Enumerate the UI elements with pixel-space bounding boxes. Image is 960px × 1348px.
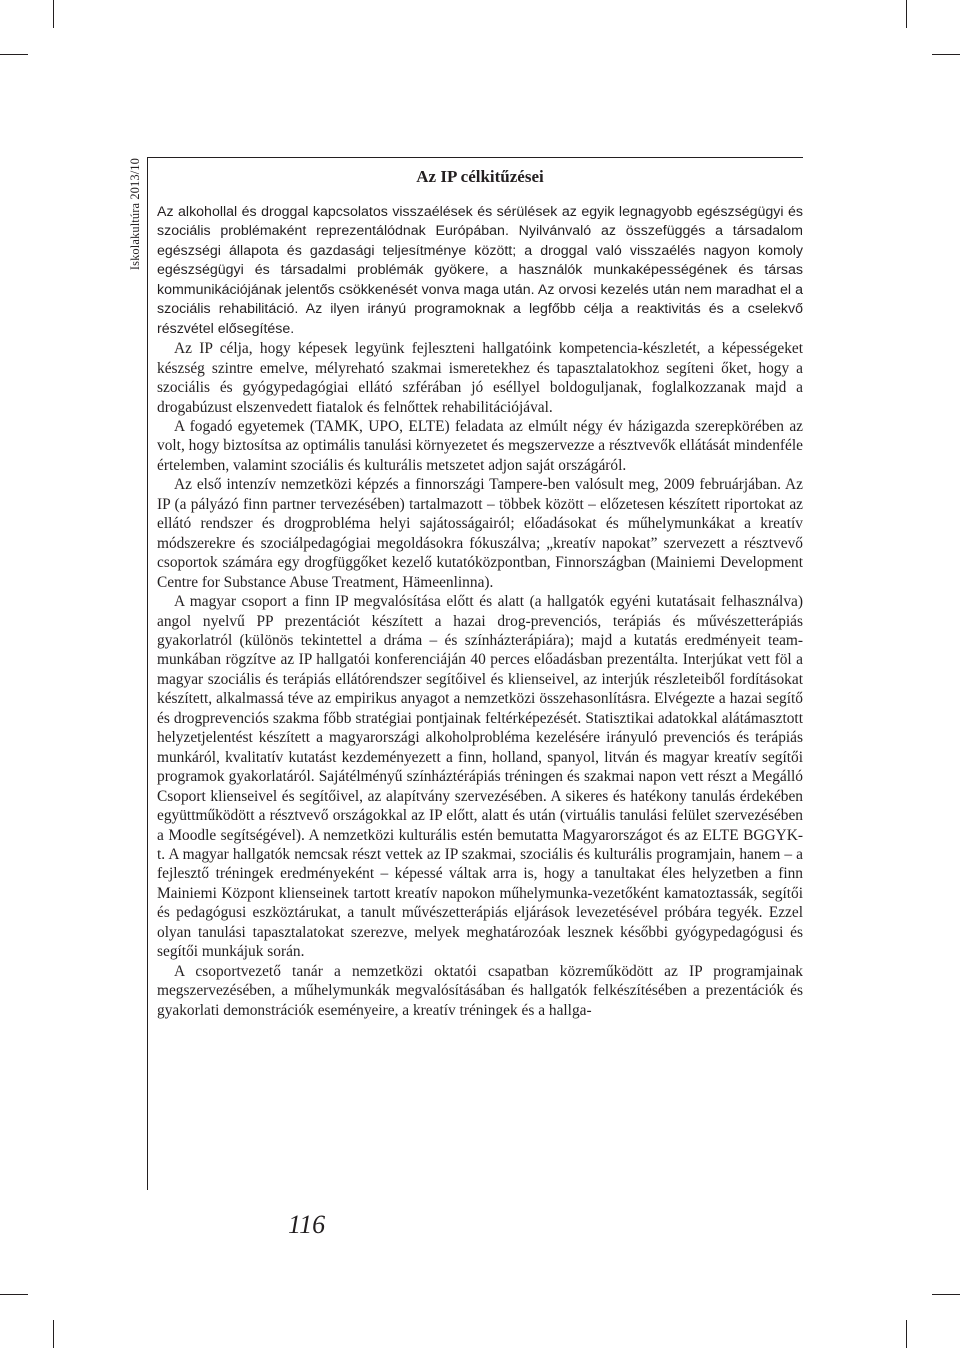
crop-mark-left-top: [0, 54, 28, 55]
crop-mark-bottom-right: [906, 1320, 907, 1348]
paragraph-2: Az IP célja, hogy képesek legyünk fejleszteni hallgatóink kompetencia-készletét, a képességeket készség szintre emelve, mélyreható szakmai ismeretekhez és tapasztalatokhoz segíteni őket, hogy a szociális és gyógypedagógiai ellátó szférában jó eséllyel boldoguljanak, foglalkozzanak majd a drogabúzust elszenvedett fiatalok és felnőttek rehabilitációjával.: [157, 340, 803, 416]
article-body: [157, 166, 803, 1020]
crop-mark-left-bottom: [0, 1294, 28, 1295]
journal-side-label-text: Iskolakultúra 2013/10: [128, 158, 142, 271]
paragraph-4: Az első intenzív nemzetközi képzés a finnországi Tampere-ben valósult meg, 2009 februárjában. Az IP (a pályázó finn partner tervezésében) tartalmazott – többek között – előzetesen készített riportokat az ellátó rendszer és drogprobléma helyi sajátosságairól; előadásokat és műhelymunkákat a kreatív módszerekre és szociálpedagógiai megoldásokra fókuszálva; „kreatív napokat” szervezett a résztvevő csoportok számára egy drogfüggőket kezelő kutatóközpontban, Finnországban (Mainiemi Development Centre for Substance Abuse Treatment, Hämeenlinna).: [157, 476, 803, 591]
crop-mark-right-bottom: [932, 1294, 960, 1295]
paragraph-1: Az alkohollal és droggal kapcsolatos visszaélések és sérülések az egyik legnagyobb egészségügyi és szociális problémaként reprezentálódnak Európában. Nyilvánvaló az összefüggés a társadalom egészségi állapota és gazdasági teljesítménye között; a droggal való visszaélés nagyon komoly egészségügyi és társadalmi problémák gyökere, a használók munkaképességének és társas kommunikációjának jelentős csökkenését vonva maga után. Az orvosi kezelés után nem maradhat el a szociális rehabilitáció. Az ilyen irányú programoknak a legfőbb célja a reaktivitás és a cselekvő részvétel elősegítése.: [157, 204, 803, 337]
page-number: 116: [288, 1210, 326, 1239]
journal-side-label: [124, 158, 146, 298]
crop-mark-bottom-left: [53, 1320, 54, 1348]
paragraph-5: A magyar csoport a finn IP megvalósítása előtt és alatt (a hallgatók egyéni kutatásait felhasználva) angol nyelvű PP prezentációt készített a hazai drog-prevenciós, terápiás és művészetterápiás gyakorlatról (különös tekintettel a dráma – és színházterápiára); majd a kutatás eredményeit team-munkában rögzítve az IP hallgatói konferenciáján 40 perces előadásban prezentálta. Interjúkat vett föl a magyar szociális és terápiás ellátórendszer segítőivel és klienseivel, az interjúk részleteiből fordításokat készített, alkalmassá téve az empirikus anyagot a nemzetközi összehasonlításra. Elvégezte a hazai segítő és drogprevenciós szakma főbb stratégiai pontjainak feltérképezését. Statisztikai adatokkal alátámasztott helyzetjelentést készített a magyarországi alkoholprobléma kezelésére irányuló prevenciós és terápiás munkáról, kvalitatív kutatást kezdeményezett a finn, holland, spanyol, litván és magyar kreatív segítői programok gyakorlatáról. Sajátélményű színháztérápiás tréningen és szakmai napon vett részt a Megálló Csoport klienseivel és segítőivel, az alapítvány szervezésében. A sikeres és hatékony tanulás érdekében együttműködött a résztvevő országokkal az IP előtt, alatt és után (virtuális tanulási felület szervezésében a Moodle segítségével). A nemzetközi kulturális estén bemutatta Magyarországot és az ELTE BGGYK-t. A magyar hallgatók nemcsak részt vettek az IP szakmai, szociális és kulturális programjain, hanem – a fejlesztő tréningek eredményeként – képessé váltak arra is, hogy a tanultakat éles helyzetben a finn Mainiemi Központ klienseinek tartott kreatív napokon műhelymunka-vezetőként kamatoztassák, segítői és pedagógusi eszköztárukat, a tanult művészetterápiás eljárások levezetésével próbára tegyék. Ezzel olyan tanulási tapasztalatokat szerezve, melyek meghatározóak lesznek későbbi gyógypedagógusi és segítői munkájuk során.: [157, 593, 803, 961]
crop-mark-right-top: [932, 54, 960, 55]
crop-mark-top-left: [53, 0, 54, 28]
section-title: Az IP célkitűzései: [416, 167, 544, 186]
paragraph-3: A fogadó egyetemek (TAMK, UPO, ELTE) feladata az elmúlt négy év házigazda szerepkörében az volt, hogy biztosítsa az optimális tanulási környezetet és megszervezze a résztvevők ellátását mindenféle értelemben, valamint szociális és kulturális metszetet adjon saját országáról.: [157, 417, 803, 474]
crop-mark-top-right: [906, 0, 907, 28]
frame-top-rule: [148, 157, 803, 158]
paragraph-6: A csoportvezető tanár a nemzetközi oktatói csapatban közreműködött az IP programjainak megszervezésében, a műhelymunkák megvalósításában és hallgatók felkészítésében a prezentációk és gyakorlati demonstrációk eseményeire, a kreatív tréningek és a hallga-: [157, 962, 803, 1019]
frame-left-rule: [147, 157, 148, 1190]
